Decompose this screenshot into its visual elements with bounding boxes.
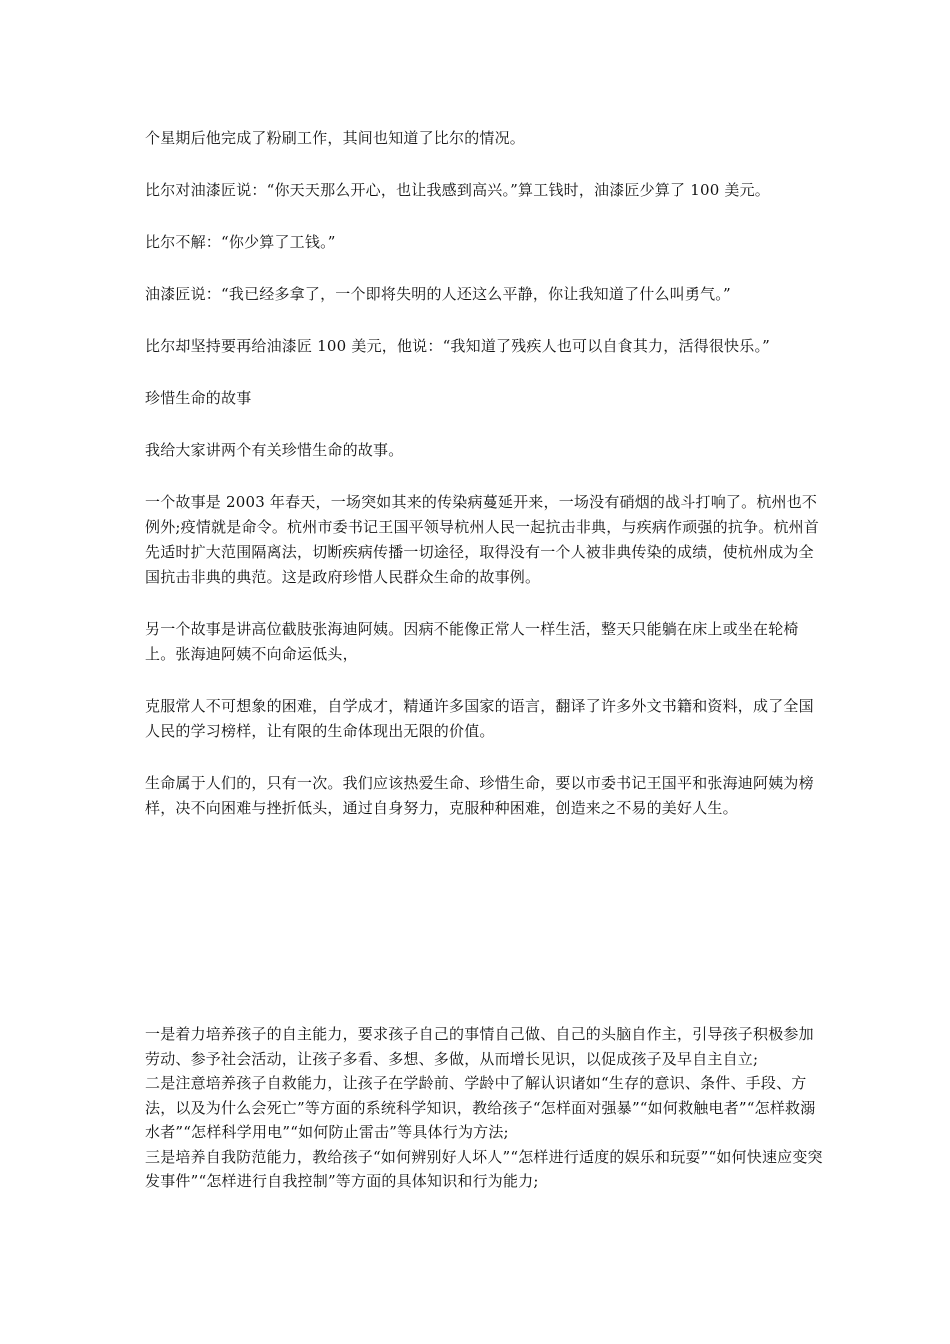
paragraph: 比尔却坚持要再给油漆匠 100 美元，他说：“我知道了残疾人也可以自食其力，活得很快乐。” bbox=[145, 337, 771, 355]
list-item: 三是培养自我防范能力，教给孩子“如何辨别好人坏人”“怎样进行适度的娱乐和玩耍”“如何快速应变突发事件”“怎样进行自我控制”等方面的具体知识和行为能力; bbox=[145, 1147, 823, 1190]
paragraph: 个星期后他完成了粉刷工作，其间也知道了比尔的情况。 bbox=[145, 129, 526, 147]
list-item: 一是着力培养孩子的自主能力，要求孩子自己的事情自己做、自己的头脑自作主，引导孩子积极参加劳动、参予社会活动，让孩子多看、多想、多做，从而增长见识，以促成孩子及早自主自立; bbox=[145, 1025, 814, 1068]
paragraph: 一个故事是 2003 年春天，一场突如其来的传染病蔓延开来，一场没有硝烟的战斗打响了。杭州也不例外;疫情就是命令。杭州市委书记王国平领导杭州人民一起抗击非典，与疾病作顽强的抗争。杭州首先适时扩大范围隔离法，切断疾病传播一切途径，取得没有一个人被非典传染的成绩，使杭州成为全国抗击非典的典范。这是政府珍惜人民群众生命的故事例。 bbox=[145, 493, 820, 586]
paragraph: 比尔对油漆匠说：“你天天那么开心，也让我感到高兴。”算工钱时，油漆匠少算了 100 美元。 bbox=[145, 181, 771, 199]
text-block-story bbox=[145, 126, 825, 848]
paragraph: 油漆匠说：“我已经多拿了，一个即将失明的人还这么平静，你让我知道了什么叫勇气。” bbox=[145, 285, 731, 303]
paragraph: 另一个故事是讲高位截肢张海迪阿姨。因病不能像正常人一样生活，整天只能躺在床上或坐在轮椅上。张海迪阿姨不向命运低头， bbox=[145, 620, 799, 663]
text-block-abilities bbox=[145, 1022, 825, 1194]
paragraph: 比尔不解：“你少算了工钱。” bbox=[145, 233, 336, 251]
paragraph: 生命属于人们的，只有一次。我们应该热爱生命、珍惜生命，要以市委书记王国平和张海迪阿姨为榜样，决不向困难与挫折低头，通过自身努力，克服种种困难，创造来之不易的美好人生。 bbox=[145, 774, 814, 817]
paragraph: 克服常人不可想象的困难，自学成才，精通许多国家的语言，翻译了许多外文书籍和资料，成了全国人民的学习榜样，让有限的生命体现出无限的价值。 bbox=[145, 697, 814, 740]
paragraph: 我给大家讲两个有关珍惜生命的故事。 bbox=[145, 441, 404, 459]
list-item: 二是注意培养孩子自救能力，让孩子在学龄前、学龄中了解认识诸如“生存的意识、条件、手段、方法，以及为什么会死亡”等方面的系统科学知识，教给孩子“怎样面对强暴”“如何救触电者”“怎样救溺水者”“怎样科学用电”“如何防止雷击”等具体行为方法; bbox=[145, 1074, 816, 1141]
section-heading: 珍惜生命的故事 bbox=[145, 389, 252, 407]
